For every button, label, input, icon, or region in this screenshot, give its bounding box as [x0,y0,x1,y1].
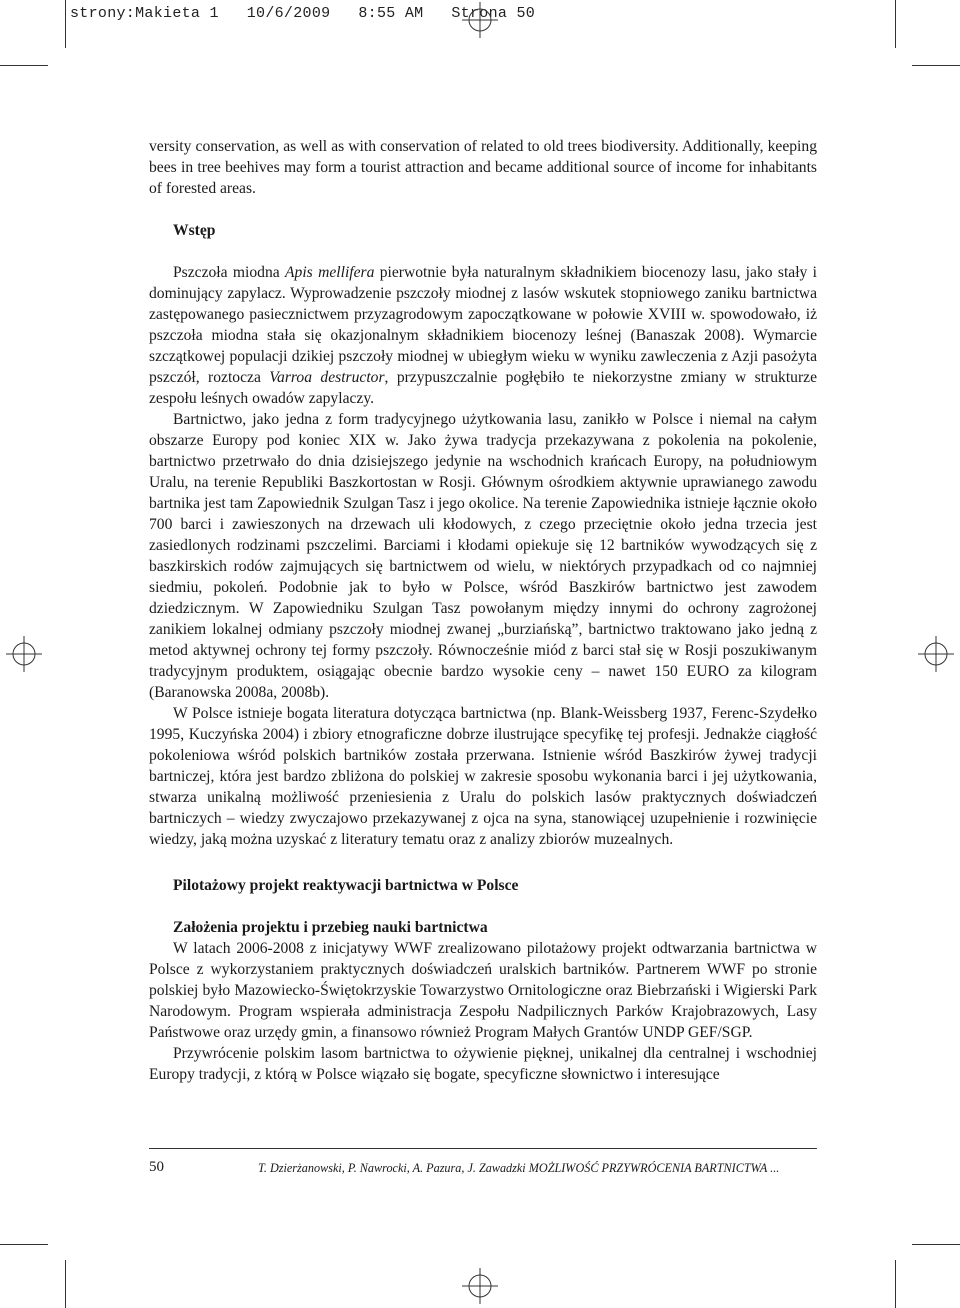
intro-paragraph: versity conservation, as well as with conservation of related to old trees biodiversity. Additionally, keeping bees in tree beehives may form a tourist attraction and became additional source of income for inhabitants of forested areas. [149,138,817,197]
registration-mark-icon [918,636,954,672]
paragraph-4: W latach 2006-2008 z inicjatywy WWF zrealizowano pilotażowy projekt odtwarzania bartnictwa w Polsce z wykorzystaniem praktycznych doświadczeń uralskich bartników. Partnerem WWF po stronie polskiej było Mazowiecko-Świętokrzyskie Towarzystwo Ornitologiczne oraz Biebrzański i Wigierski Park Narodowym. Program wspierała administracja Zespołu Nadpilicznych Parków Krajobrazowych, Lasy Państwowe oraz urzędy gmin, a finansowo również Program Małych Grantów UNDP GEF/SGP. [149,940,817,1041]
p1-pre: Pszczoła miodna [173,264,286,281]
running-footer: T. Dzierżanowski, P. Nawrocki, A. Pazura, J. Zawadzki MOŻLIWOŚĆ PRZYWRÓCENIA BARTNICTWA ... [258,1161,780,1175]
crop-mark [912,1244,960,1245]
page-number: 50 [149,1159,164,1175]
registration-mark-icon [6,636,42,672]
crop-mark [912,65,960,66]
paragraph-3: W Polsce istnieje bogata literatura dotycząca bartnictwa (np. Blank-Weissberg 1937, Ferenc-Szydełko 1995, Kuczyńska 2004) i zbiory etnograficzne dobrze ilustrujące specyfikę tej profesji. Jednakże ciągłość pokoleniowa wśród polskich bartników została przerwana. Istnienie wśród Baszkirów żywej tradycji bartniczej, która jest bardzo zbliżona do polskiej w zakresie sposobu wykonania barci i jej użytkowania, stwarza unikalną możliwość przeniesienia z Uralu do polskich lasów praktycznych doświadczeń bartniczych – wiedzy zwyczajowo przekazywanej z ojca na syna, stanowiącej uzupełnienie i rozwinięcie wiedzy, jaką można uzyskać z literatury tematu oraz z analizy zbiorów muzealnych. [149,705,817,848]
crop-mark [0,1244,48,1245]
crop-mark [895,0,896,48]
print-slug: strony:Makieta 1 10/6/2009 8:55 AM Strona 50 [70,5,536,22]
paragraph-5: Przywrócenie polskim lasom bartnictwa to ożywienie pięknej, unikalnej dla centralnej i wschodniej Europy tradycji, z którą w Polsce wiązało się bogate, specyficzne słownictwo i interesujące [149,1045,817,1083]
crop-mark [0,65,48,66]
section-heading-wstep: Wstęp [173,222,216,239]
crop-mark [65,1260,66,1308]
paragraph-1 [149,262,817,409]
body-text [149,136,817,1085]
p1-post: , przypuszczalnie pogłębiło te niekorzystne zmiany w strukturze zespołu leśnych owadów zapylaczy. [149,369,817,407]
parasite-name: Varroa destructor [269,369,385,386]
subsection-heading-zalozenia: Założenia projektu i przebieg nauki bartnictwa [173,919,488,936]
section-heading-pilot: Pilotażowy projekt reaktywacji bartnictwa w Polsce [173,877,519,894]
species-name: Apis mellifera [285,264,375,281]
crop-mark [65,0,66,48]
footer-rule [149,1148,817,1149]
registration-mark-icon [462,2,498,38]
registration-mark-icon [462,1268,498,1304]
crop-mark [895,1260,896,1308]
paragraph-2: Bartnictwo, jako jedna z form tradycyjnego użytkowania lasu, zanikło w Polsce i niemal na całym obszarze Europy pod koniec XIX w. Jako żywa tradycja przekazywana z pokolenia na pokolenie, bartnictwo przetrwało do dnia dzisiejszego jedynie na wschodnich krańcach Europy, na południowym Uralu, na terenie Republiki Baszkortostan w Rosji. Głównym ośrodkiem aktywnie uprawianego zawodu bartnika jest tam Zapowiednik Szulgan Tasz i jego okolice. Na terenie Zapowiednika istnieje łącznie około 700 barci i zawieszonych na drzewach uli kłodowych, z czego przeciętnie około jedna trzecia jest zasiedlonych rodzinami pszczelimi. Barciami i kłodami opiekuje się 12 bartników wywodzących się z baszkirskich rodów zajmujących się bartnictwem od wielu, w niektórych przypadkach od co najmniej siedmiu, pokoleń. Podobnie jak to było w Polsce, wśród Baszkirów bartnictwo jest zawodem dziedzicznym. W Zapowiedniku Szulgan Tasz powołanym między innymi do ochrony zagrożonej zanikiem lokalnej odmiany pszczoły miodnej zwanej „burziańską”, bartnictwo traktowano jako jedną z metod aktywnej ochrony tej formy pszczoły. Równocześnie miód z barci stał się w Rosji poszukiwanym tradycyjnym produktem, osiągając obecnie bardzo wysokie ceny – nawet 150 EURO za kilogram (Baranowska 2008a, 2008b). [149,411,817,701]
p1-mid: pierwotnie była naturalnym składnikiem biocenozy lasu, jako stały i dominujący zapylacz. Wyprowadzenie pszczoły miodnej z lasów wskutek stopniowego zaniku bartnictwa zastępowanego pasiecznictwem przyzagrodowym zapoczątkowane w połowie XVIII w. spowodowało, iż pszczoła miodna stała się okazjonalnym składnikiem biocenozy leśnej (Banaszak 2008). Wymarcie szczątkowej populacji dzikiej pszczoły miodnej w ubiegłym wieku w wyniku zawleczenia z Azji pasożyta pszczół, roztocza [149,264,818,386]
